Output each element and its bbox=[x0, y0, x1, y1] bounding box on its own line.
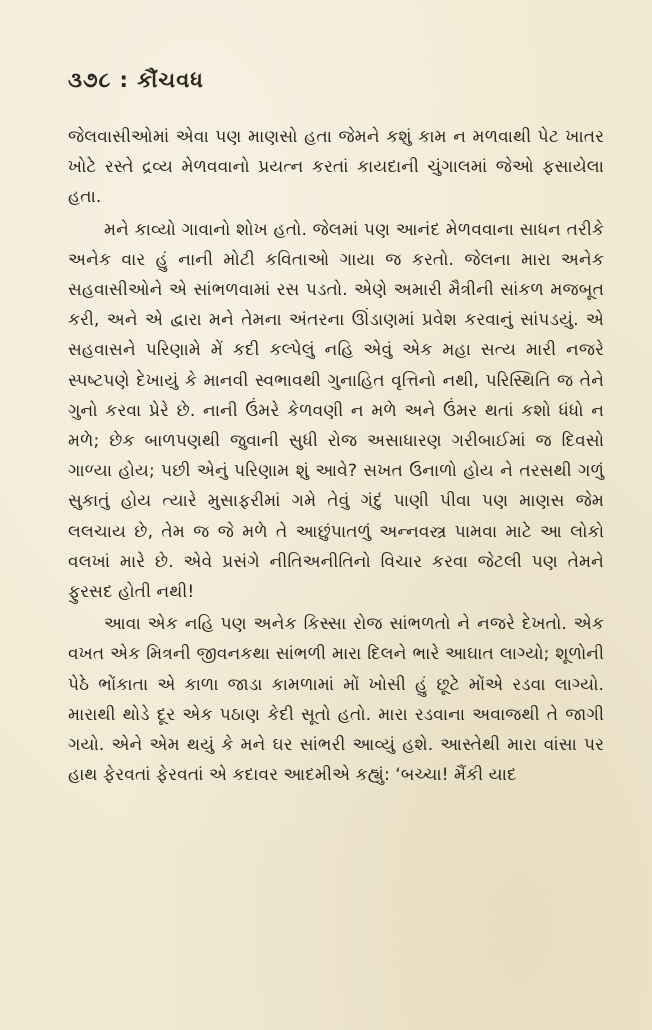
body-text bbox=[68, 122, 604, 790]
paragraph-1: જેલવાસીઓમાં એવા પણ માણસો હતા જેમને કશું કામ ન મળવાથી પેટ ખાતર ખોટે રસ્તે દ્રવ્ય મેળવવાનો પ્રયત્ન કરતાં કાયદાની ચુંગાલમાં જેઓ ફસાયેલા હતા. bbox=[68, 127, 604, 208]
paragraph-2: મને કાવ્યો ગાવાનો શોખ હતો. જેલમાં પણ આનંદ મેળવવાના સાધન તરીકે અનેક વાર હું નાની મોટી કવિતાઓ ગાયા જ કરતો. જેલના મારા અનેક સહવાસીઓને એ સાંભળવામાં રસ પડતો. એણે અમારી મૈત્રીની સાંકળ મજબૂત કરી, અને એ દ્વારા મને તેમના અંતરના ઊંડાણમાં પ્રવેશ કરવાનું સાંપડયું. એ સહવાસને પરિણામે મેં કદી કલ્પેલું નહિ એવું એક મહા સત્ય મારી નજરે સ્પષ્ટપણે દેખાયું કે માનવી સ્વભાવથી ગુનાહિત વૃત્તિનો નથી, પરિસ્થિતિ જ તેને ગુનો કરવા પ્રેરે છે. નાની ઉંમરે કેળવણી ન મળે અને ઉંમર થતાં કશો ધંધો ન મળે; છેક બાળપણથી જુવાની સુધી રોજ અસાધારણ ગરીબાઈમાં જ દિવસો ગાળ્યા હોય; પછી એનું પરિણામ શું આવે? સખત ઉનાળો હોય ને તરસથી ગળું સુકાતું હોય ત્યારે મુસાફરીમાં ગમે તેવું ગંદું પાણી પીવા પણ માણસ જેમ લલચાય છે, તેમ જ જે મળે તે આછુંપાતળું અન્નવસ્ત્ર પામવા માટે આ લોકો વલખાં મારે છે. એવે પ્રસંગે નીતિઅનીતિનો વિચાર કરવા જેટલી પણ તેમને ફુરસદ હોતી નથી! bbox=[68, 219, 604, 603]
running-header bbox=[68, 68, 204, 93]
header-separator: : bbox=[119, 68, 129, 92]
page-number: ૩૭૮ bbox=[68, 68, 112, 92]
paragraph-3: આવા એક નહિ પણ અનેક કિસ્સા રોજ સાંભળતો ને નજરે દેખતો. એક વખત એક મિત્રની જીવનકથા સાંભળી મારા દિલને ભારે આઘાત લાગ્યો; શૂળોની પેઠે ભોંકાતા એ કાળા જાડા કામળામાં મોં ખોસી હું છૂટે મોંએ રડવા લાગ્યો. મારાથી થોડે દૂર એક પઠાણ કેદી સૂતો હતો. મારા રડવાના અવાજથી તે જાગી ગયો. એને એમ થયું કે મને ઘર સાંભરી આવ્યું હશે. આસ્તેથી મારા વાંસા પર હાથ ફેરવતાં ફેરવતાં એ કદાવર આદમીએ કહ્યું: ‘બચ્ચા! મૈંકી યાદ bbox=[68, 614, 604, 786]
book-title: કૌંચવધ bbox=[137, 68, 204, 92]
